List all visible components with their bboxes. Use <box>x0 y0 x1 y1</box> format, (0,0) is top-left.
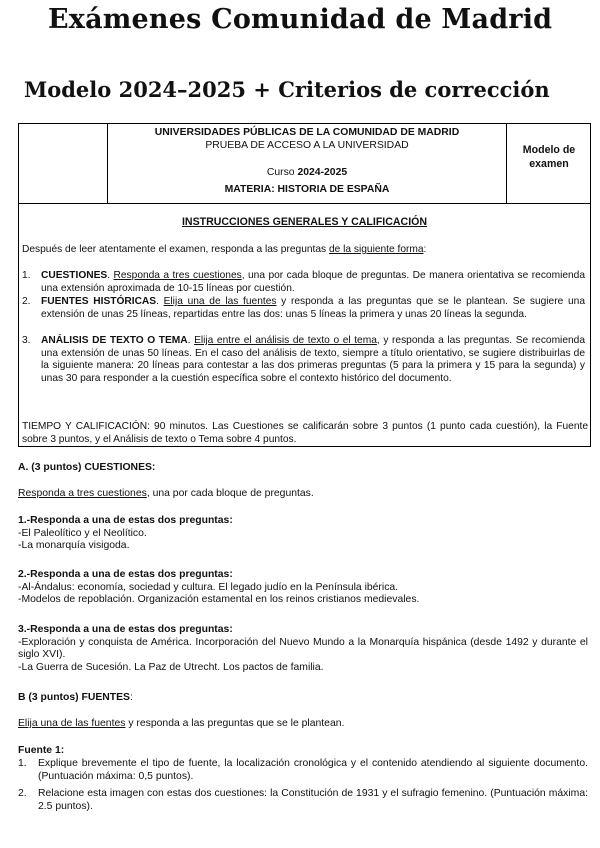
model-label-line1: Modelo de <box>522 144 576 156</box>
section-b-heading-colon: : <box>129 692 133 703</box>
subject-name: MATERIA: HISTORIA DE ESPAÑA <box>224 184 390 195</box>
test-name: PRUEBA DE ACCESO A LA UNIVERSIDAD <box>205 140 409 151</box>
instruction-text: , y responda a las preguntas. Se recomienda una extensión de unas 50 líneas. En el caso del análisis de texto, siempre a título orientativo, se sugiere distribuirlas de la siguiente manera: 20 líneas para contestar a las dos primeras preguntas (5 para la primera y 15 para la segunda) y unas 30 para responder a la cuestión específica sobre el contexto histórico del documento. <box>41 335 585 384</box>
question-option: -La monarquía visigoda. <box>18 540 130 551</box>
course-label: Curso <box>266 167 298 178</box>
question-block-title: 2.-Responda a una de estas dos preguntas: <box>18 569 233 580</box>
instruction-text: y responda a las preguntas que se le plantean. Se sugiere una extensión de unas 25 líneas, repartidas entre las dos: unas 5 líneas la primera y unas 20 líneas la segunda. <box>41 296 585 320</box>
time-and-grading-note: TIEMPO Y CALIFICACIÓN: 90 minutos. Las Cuestiones se calificarán sobre 3 puntos (1 punto cada cuestión), la Fuente sobre 3 puntos, y el Análisis de texto o Tema sobre 4 puntos. <box>22 421 588 445</box>
source-question <box>18 788 588 813</box>
question-block-title: 1.-Responda a una de estas dos preguntas: <box>18 515 233 526</box>
section-b-heading-bold: B (3 puntos) FUENTES <box>18 692 130 703</box>
question-option: -El Paleolítico y el Neolítico. <box>18 527 147 539</box>
instruction-item <box>22 335 585 385</box>
instruction-title: CUESTIONES <box>41 270 108 281</box>
instruction-number: 1. <box>22 270 31 281</box>
source-question <box>18 758 588 783</box>
intro-text: Después de leer atentamente el examen, responda a las preguntas <box>22 244 329 255</box>
model-label-line2: examen <box>529 158 569 170</box>
page-subtitle: Modelo 2024–2025 + Criterios de corrección <box>24 77 550 102</box>
question-option: -La Guerra de Sucesión. La Paz de Utrecht. Los pactos de familia. <box>18 661 324 673</box>
source-question-number: 1. <box>18 758 27 769</box>
section-a-intro-text: , una por cada bloque de preguntas. <box>146 488 314 499</box>
section-b-intro <box>18 718 588 731</box>
instruction-text: , una por cada bloque de preguntas. De manera orientativa se recomienda una extensión aproximada de 10-15 líneas por cuestión. <box>41 270 585 294</box>
question-block-title: 3.-Responda a una de estas dos preguntas: <box>18 624 233 635</box>
instruction-sep: . <box>107 270 114 281</box>
course-line <box>108 166 506 179</box>
logo-cell <box>19 124 108 203</box>
source-question-number: 2. <box>18 788 27 799</box>
instructions-heading: INSTRUCCIONES GENERALES Y CALIFICACIÓN <box>181 216 428 228</box>
page-title: Exámenes Comunidad de Madrid <box>48 4 553 35</box>
instruction-title: ANÁLISIS DE TEXTO O TEMA <box>41 335 188 346</box>
source-question-text: Explique brevemente el tipo de fuente, la localización cronológica y el contenido atendiendo al siguiente documento. (Puntuación máxima: 0,5 puntos). <box>38 758 588 782</box>
question-option: -Exploración y conquista de América. Incorporación del Nuevo Mundo a la Monarquía hispánica (desde 1492 y durante el siglo XVI). <box>18 636 588 660</box>
section-a-heading: A. (3 puntos) CUESTIONES: <box>18 462 156 473</box>
instruction-title: FUENTES HISTÓRICAS <box>41 296 157 307</box>
question-block-2 <box>18 569 588 607</box>
instruction-number: 3. <box>22 335 31 346</box>
question-block-3 <box>18 624 588 674</box>
intro-underlined: de la siguiente forma <box>328 244 424 255</box>
instruction-underlined: Elija una de las fuentes <box>163 296 277 307</box>
section-b-intro-underlined: Elija una de las fuentes <box>18 718 126 729</box>
section-b-intro-text: y responda a las preguntas que se le plantean. <box>125 718 345 729</box>
course-year: 2024-2025 <box>297 167 348 178</box>
section-b-heading <box>18 692 588 705</box>
section-a-intro-underlined: Responda a tres cuestiones <box>18 488 147 499</box>
instructions-intro <box>22 244 426 257</box>
university-name: UNIVERSIDADES PÚBLICAS DE LA COMUNIDAD DE MADRID <box>154 127 460 138</box>
source-title: Fuente 1: <box>18 745 65 756</box>
question-block-1 <box>18 515 588 553</box>
header-center-cell <box>108 124 506 203</box>
instruction-sep: . <box>187 335 195 346</box>
instruction-number: 2. <box>22 296 31 307</box>
header-row <box>19 124 590 204</box>
intro-colon: : <box>423 244 427 255</box>
model-cell <box>506 124 591 203</box>
instruction-item <box>22 296 585 321</box>
section-a-intro <box>18 488 588 501</box>
instruction-underlined: Elija entre el análisis de texto o el tema <box>194 335 377 346</box>
instruction-item <box>22 270 585 295</box>
source-question-text: Relacione esta imagen con estas dos cuestiones: la Constitución de 1931 y el sufragio femenino. (Puntuación máxima: 2.5 puntos). <box>38 788 588 812</box>
question-option: -Al-Ándalus: economía, sociedad y cultura. El legado judío en la Península ibérica. <box>18 581 399 593</box>
instruction-sep: . <box>156 296 164 307</box>
exam-header-table <box>18 123 591 447</box>
instruction-underlined: Responda a tres cuestiones <box>113 270 242 281</box>
question-option: -Modelos de repoblación. Organización estamental en los reinos cristianos medievales. <box>18 594 420 605</box>
